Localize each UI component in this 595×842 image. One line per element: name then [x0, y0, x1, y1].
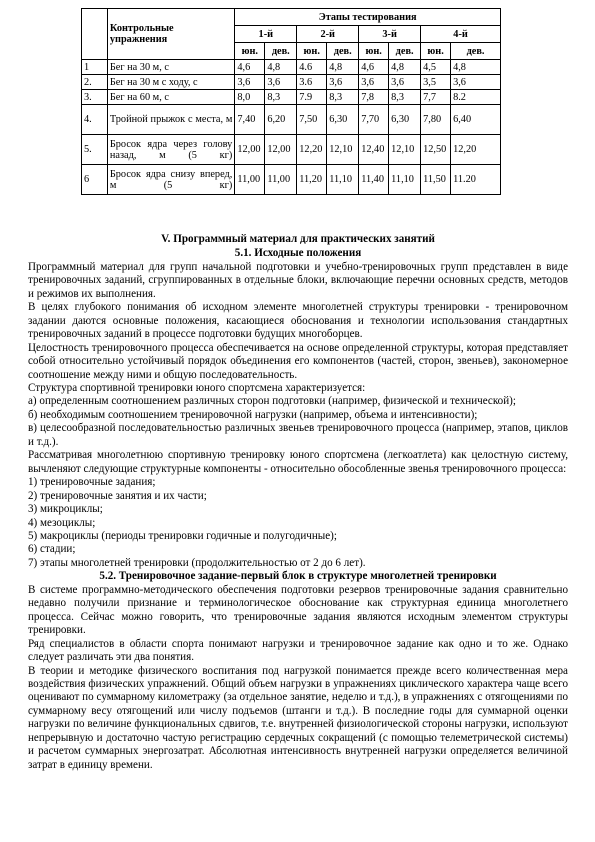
value-cell: 12,40 [359, 135, 389, 165]
value-cell: 3,6 [265, 75, 297, 90]
value-cell: 11,50 [421, 165, 451, 195]
table-row [82, 105, 501, 135]
list-item: 1) тренировочные задания; [28, 476, 156, 489]
paragraph: Ряд специалистов в области спорта понимают нагрузки и тренировочное задание как одно и то же. Однако следует различать эти два понятия. [28, 637, 568, 664]
testing-stages-table [81, 8, 501, 195]
stage-3-header: 3-й [359, 26, 421, 43]
value-cell: 8,3 [265, 90, 297, 105]
value-cell: 12,10 [327, 135, 359, 165]
value-cell: 3.6 [297, 75, 327, 90]
list-item: 2) тренировочные занятия и их части; [28, 489, 207, 502]
value-cell: 4,8 [265, 60, 297, 75]
sex-header-boys: юн. [235, 43, 265, 60]
list-item: 6) стадии; [28, 543, 76, 556]
value-cell: 6,30 [327, 105, 359, 135]
sex-header-boys: юн. [359, 43, 389, 60]
stage-4-header: 4-й [421, 26, 501, 43]
exercise-name: Бросок ядра снизу вперед, м (5 кг) [107, 165, 234, 195]
paragraph: Программный материал для групп начальной подготовки и учебно-тренировочных групп представлен в виде тренировочных заданий, сгруппированных в отдельные блоки, включающие перечни основных средств, методов и режимов их выполнения. [28, 260, 568, 300]
value-cell: 7,7 [421, 90, 451, 105]
table-header-exercises: Контрольные упражнения [107, 9, 234, 60]
sex-header-girls: дев. [265, 43, 297, 60]
subsection-title: 5.2. Тренировочное задание-первый блок в структуре многолетней тренировки [99, 570, 497, 583]
list-item: 3) микроциклы; [28, 503, 103, 516]
value-cell: 11,00 [235, 165, 265, 195]
paragraph: Целостность тренировочного процесса обеспечивается на основе определенной структуры, которая представляет собой относительно устойчивый порядок объединения его компонентов (частей, сторон, звеньев), закономерное соотношение между ними и общую последовательность. [28, 341, 568, 381]
table-header-number [82, 9, 108, 60]
table-row [82, 60, 501, 75]
list-item: в) целесообразной последовательностью различных звеньев тренировочного процесса (например, этапов, циклов и т.д.). [28, 422, 568, 448]
paragraph: В целях глубокого понимания об исходном элементе многолетней структуры тренировки - тренировочном задании даются основные положения, касающиеся обоснования и технологии использования стандартных тренировочных заданий в процессе подготовки будущих многоборцев. [28, 301, 568, 341]
paragraph: В системе программно-методического обеспечения подготовки резервов тренировочные задания сравнительно недавно получили признание и терминологическое обоснование как структурная единица многолетнего процесса. Сейчас можно говорить, что тренировочные задания являются исходным элементом структуры тренировки. [28, 583, 568, 637]
row-number: 5. [82, 135, 108, 165]
value-cell: 4.6 [297, 60, 327, 75]
value-cell: 4,8 [327, 60, 359, 75]
paragraph: В теории и методике физического воспитания под нагрузкой понимается прежде всего количественная мера воздействия физических упражнений. Общий объем нагрузки в упражнениях циклического характера чаще всего оценивают по суммарному километражу (за отдельное занятие, неделю и т.д.), в упражнениях с отягощениями по суммарному весу отягощений или числу подъемов (штанги и т.д.). В последние годы для суммарной оценки нагрузки по величине функциональных сдвигов, т.е. внутренней физиологической стороны нагрузки, используют непрерывную и достаточно частую регистрацию сердечных сокращений (с помощью телеметрической системы) и расчетом суммарных энергозатрат. Абсолютная интенсивность внутренней нагрузки определяется величиной затрат в единицу времени. [28, 664, 568, 771]
row-number: 1 [82, 60, 108, 75]
value-cell: 11,00 [265, 165, 297, 195]
sex-header-boys: юн. [297, 43, 327, 60]
value-cell: 8,3 [327, 90, 359, 105]
exercise-name: Бросок ядра через голову назад, м (5 кг) [107, 135, 234, 165]
exercise-name: Бег на 30 м, с [107, 60, 234, 75]
list-item: 4) мезоциклы; [28, 516, 96, 529]
value-cell: 7,50 [297, 105, 327, 135]
section-title: V. Программный материал для практических занятий [161, 233, 435, 245]
row-number: 6 [82, 165, 108, 195]
value-cell: 11,10 [327, 165, 359, 195]
value-cell: 8,0 [235, 90, 265, 105]
stage-2-header: 2-й [297, 26, 359, 43]
value-cell: 6,20 [265, 105, 297, 135]
sex-header-boys: юн. [421, 43, 451, 60]
value-cell: 12,00 [235, 135, 265, 165]
sex-header-girls: дев. [389, 43, 421, 60]
value-cell: 11,10 [389, 165, 421, 195]
sex-header-girls: дев. [451, 43, 501, 60]
value-cell: 3,5 [421, 75, 451, 90]
value-cell: 8,3 [389, 90, 421, 105]
value-cell: 12,10 [389, 135, 421, 165]
value-cell: 4,5 [421, 60, 451, 75]
value-cell: 3,6 [327, 75, 359, 90]
table-row [82, 165, 501, 195]
value-cell: 6,40 [451, 105, 501, 135]
body-text [28, 233, 568, 772]
table-row [82, 135, 501, 165]
value-cell: 4,8 [451, 60, 501, 75]
row-number: 4. [82, 105, 108, 135]
value-cell: 6,30 [389, 105, 421, 135]
list-item: 5) макроциклы (периоды тренировки годичные и полугодичные); [28, 529, 337, 542]
value-cell: 11,40 [359, 165, 389, 195]
row-number: 2. [82, 75, 108, 90]
table-row [82, 75, 501, 90]
value-cell: 7,80 [421, 105, 451, 135]
value-cell: 3,6 [451, 75, 501, 90]
value-cell: 7,70 [359, 105, 389, 135]
list-item: б) необходимым соотношением тренировочной нагрузки (например, объема и интенсивности); [28, 408, 478, 421]
table-row [82, 90, 501, 105]
value-cell: 7,8 [359, 90, 389, 105]
value-cell: 8.2 [451, 90, 501, 105]
value-cell: 11,20 [297, 165, 327, 195]
list-item: а) определенным соотношением различных сторон подготовки (например, физической и технической); [28, 395, 516, 408]
value-cell: 7,40 [235, 105, 265, 135]
value-cell: 12,00 [265, 135, 297, 165]
value-cell: 12,50 [421, 135, 451, 165]
row-number: 3. [82, 90, 108, 105]
value-cell: 4,6 [359, 60, 389, 75]
value-cell: 4,8 [389, 60, 421, 75]
value-cell: 3,6 [235, 75, 265, 90]
value-cell: 12,20 [451, 135, 501, 165]
list-item: 7) этапы многолетней тренировки (продолжительностью от 2 до 6 лет). [28, 556, 366, 569]
stage-1-header: 1-й [235, 26, 297, 43]
sex-header-girls: дев. [327, 43, 359, 60]
value-cell: 11.20 [451, 165, 501, 195]
exercise-name: Тройной прыжок с места, м [107, 105, 234, 135]
exercise-name: Бег на 30 м с ходу, с [107, 75, 234, 90]
value-cell: 3,6 [389, 75, 421, 90]
value-cell: 12,20 [297, 135, 327, 165]
table-header-stages: Этапы тестирования [235, 9, 501, 26]
value-cell: 3,6 [359, 75, 389, 90]
value-cell: 7.9 [297, 90, 327, 105]
paragraph: Рассматривая многолетнюю спортивную тренировку юного спортсмена (легкоатлета) как целостную систему, вычленяют следующие структурные компоненты - относительно обособленные звенья тренировочного процесса: [28, 449, 568, 475]
exercise-name: Бег на 60 м, с [107, 90, 234, 105]
subsection-title: 5.1. Исходные положения [234, 247, 362, 260]
paragraph: Структура спортивной тренировки юного спортсмена характеризуется: [28, 381, 366, 394]
value-cell: 4,6 [235, 60, 265, 75]
